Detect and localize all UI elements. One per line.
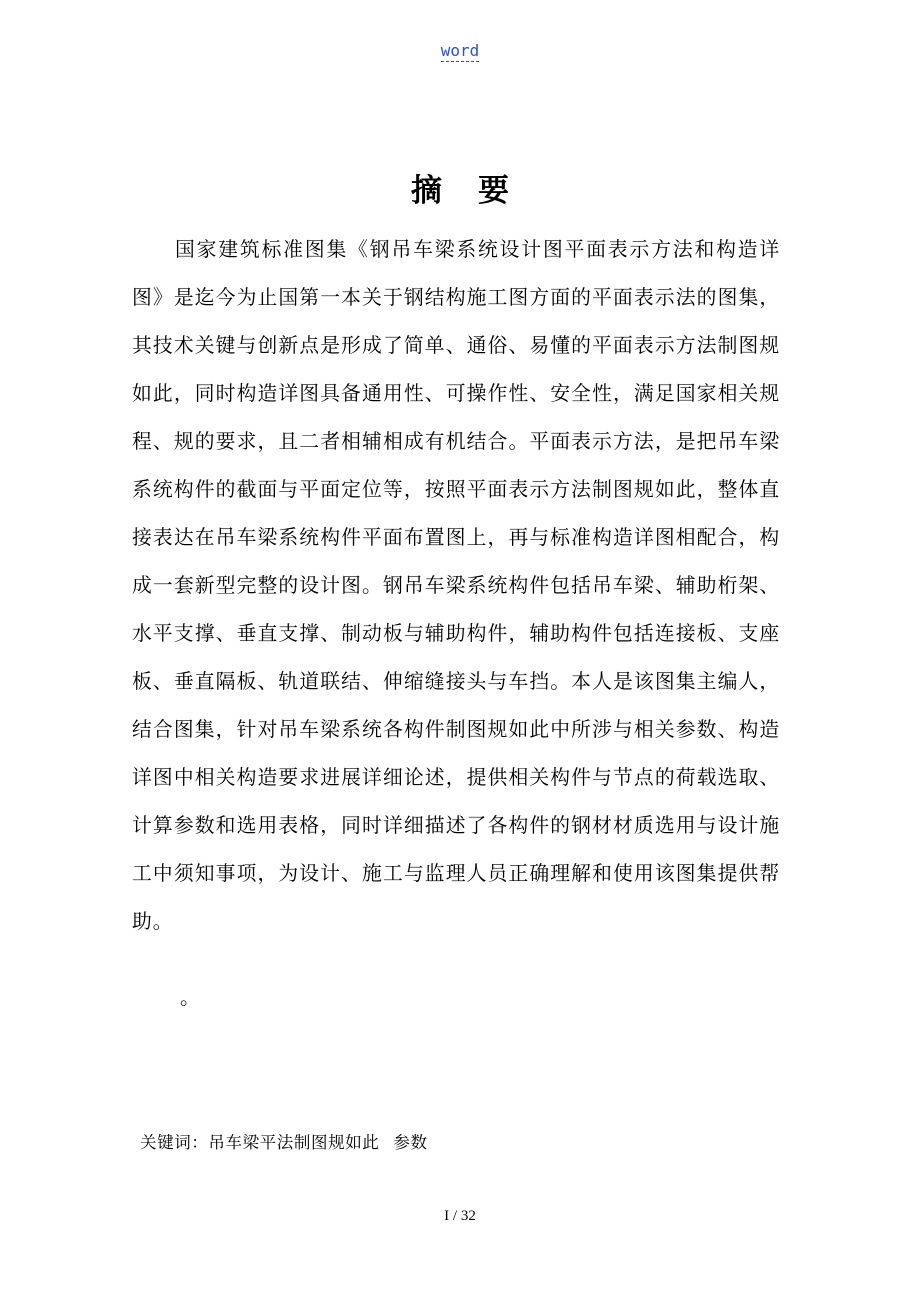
keywords-line <box>140 1128 442 1158</box>
abstract-paragraph: 国家建筑标准图集《钢吊车梁系统设计图平面表示方法和构造详图》是迄今为止国第一本关于钢结构施工图方面的平面表示法的图集，其技术关键与创新点是形成了简单、通俗、易懂的平面表示方法制图规如此，同时构造详图具备通用性、可操作性、安全性，满足国家相关规程、规的要求，且二者相辅相成有机结合。平面表示方法，是把吊车梁系统构件的截面与平面定位等，按照平面表示方法制图规如此，整体直接表达在吊车梁系统构件平面布置图上，再与标准构造详图相配合，构成一套新型完整的设计图。钢吊车梁系统构件包括吊车梁、辅助桁架、水平支撑、垂直支撑、制动板与辅助构件，辅助构件包括连接板、支座板、垂直隔板、轨道联结、伸缩缝接头与车挡。本人是该图集主编人，结合图集，针对吊车梁系统各构件制图规如此中所涉与相关参数、构造详图中相关构造要求进展详细论述，提供相关构件与节点的荷载选取、计算参数和选用表格，同时详细描述了各构件的钢材材质选用与设计施工中须知事项，为设计、施工与监理人员正确理解和使用该图集提供帮助。 <box>132 238 780 933</box>
keyword-item: 参数 <box>393 1133 428 1152</box>
keywords-label: 关键词： <box>140 1133 209 1152</box>
header-word-link[interactable] <box>0 40 920 62</box>
trailing-period: 。 <box>180 985 200 1009</box>
page-number: I / 32 <box>444 1208 476 1224</box>
page-title: 摘要 <box>411 173 545 209</box>
keyword-item: 吊车梁平法制图规如此 <box>208 1133 380 1152</box>
header-link-text[interactable]: word <box>440 41 480 60</box>
